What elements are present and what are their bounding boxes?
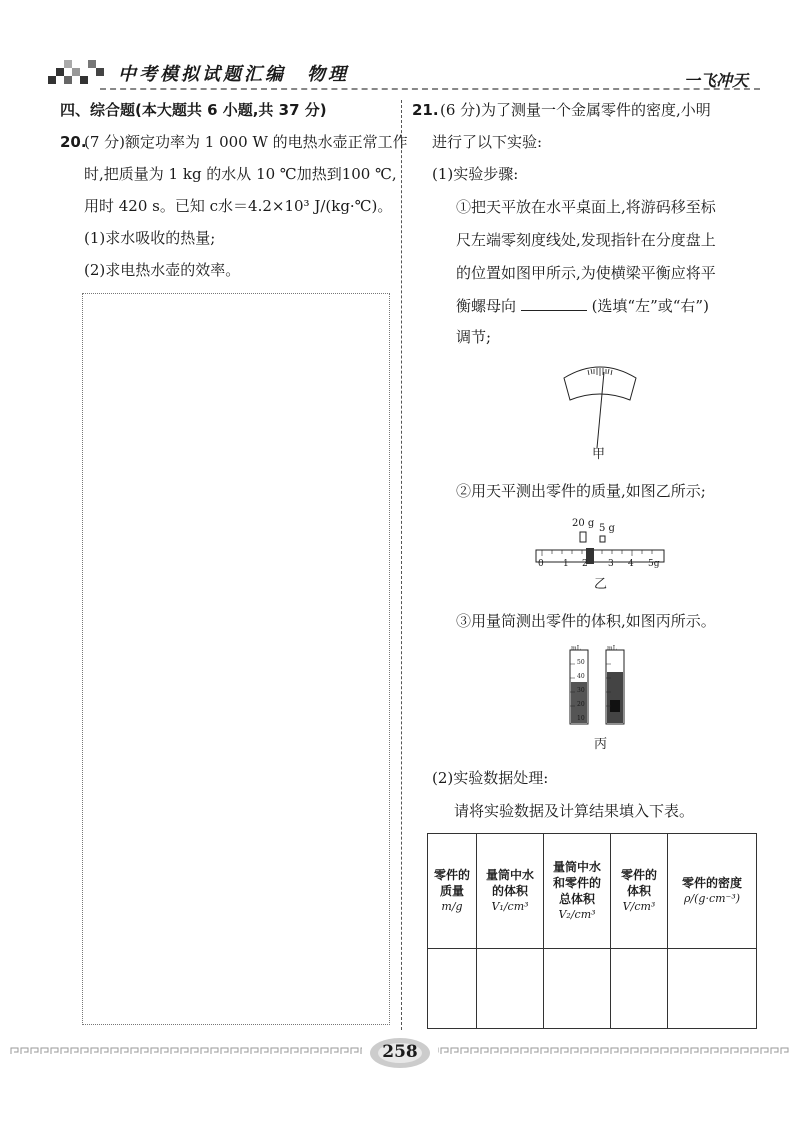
q21-process-text: 请将实验数据及计算结果填入下表。 — [454, 802, 695, 820]
cylinder-mark-30: 30 — [577, 687, 585, 694]
q20-number: 20. — [60, 133, 87, 151]
cylinder-mark-50: 50 — [577, 659, 585, 666]
table-cell-density[interactable] — [668, 949, 757, 1029]
header-logo — [48, 56, 104, 88]
q21-step1-line-3: 的位置如图甲所示,为使横梁平衡应将平 — [456, 264, 716, 282]
figure-bing-label: 丙 — [594, 737, 608, 752]
q21-intro-1: (6 分)为了测量一个金属零件的密度,小明 — [440, 101, 711, 119]
scale-tick-4: 4 — [628, 559, 634, 569]
q21-step1-line-2: 尺左端零刻度线处,发现指针在分度盘上 — [456, 231, 716, 249]
scale-tick-1: 1 — [563, 559, 569, 569]
table-header-row — [428, 834, 757, 949]
table-cell-v2[interactable] — [544, 949, 611, 1029]
q21-step2: ②用天平测出零件的质量,如图乙所示; — [456, 482, 706, 500]
cylinder-mark-10: 10 — [577, 715, 585, 722]
q20-line-3: 用时 420 s。已知 c水＝4.2×10³ J/(kg·℃)。 — [84, 197, 393, 215]
q20-sub-2: (2)求电热水壶的效率。 — [84, 261, 241, 279]
q20-sub-1: (1)求水吸收的热量; — [84, 229, 216, 247]
riding-scale-icon — [534, 530, 666, 570]
header-title: 中考模拟试题汇编 物理 — [118, 64, 349, 85]
q21-step3: ③用量筒测出零件的体积,如图丙所示。 — [456, 612, 716, 630]
weight-20g-label: 20 g — [572, 518, 595, 529]
table-header-density: 零件的密度 ρ/(g·cm⁻³) — [668, 834, 757, 949]
weight-5g-label: 5 g — [599, 523, 615, 534]
table-row[interactable] — [428, 949, 757, 1029]
q20-line-2: 时,把质量为 1 kg 的水从 10 ℃加热到100 ℃, — [84, 165, 397, 183]
q21-step1-line-4 — [456, 296, 709, 316]
q20-line-1: (7 分)额定功率为 1 000 W 的电热水壶正常工作 — [84, 133, 408, 151]
checker-logo-icon — [48, 56, 104, 88]
table-header-v2: 量筒中水 和零件的 总体积 V₂/cm³ — [544, 834, 611, 949]
scale-tick-2: 2 — [582, 559, 588, 569]
cylinder-mark-40: 40 — [577, 673, 585, 680]
table-header-mass: 零件的 质量 m/g — [428, 834, 477, 949]
table-header-v1: 量筒中水 的体积 V₁/cm³ — [477, 834, 544, 949]
q21-step1-tail-b: (选填“左”或“右”) — [591, 297, 709, 315]
q21-intro-2: 进行了以下实验: — [432, 133, 543, 151]
q21-step1-tail-a: 衡螺母向 — [456, 297, 517, 315]
q21-number: 21. — [412, 101, 439, 119]
data-table — [427, 833, 757, 1029]
column-divider — [401, 100, 402, 1030]
scale-tick-3: 3 — [608, 559, 614, 569]
q20-answer-box[interactable] — [82, 293, 390, 1025]
q21-answer-blank[interactable] — [521, 296, 587, 311]
page-number: 258 — [382, 1042, 418, 1062]
cylinder-a-unit: mL — [571, 645, 581, 652]
q21-process-heading: (2)实验数据处理: — [432, 769, 549, 787]
header-brand: 一飞冲天 — [683, 71, 748, 90]
page-number-badge — [369, 1031, 431, 1075]
q21-step1-line-1: ①把天平放在水平桌面上,将游码移至标 — [456, 198, 716, 216]
scale-tick-0: 0 — [538, 559, 544, 569]
cylinder-b-unit: mL — [607, 645, 617, 652]
q21-steps-heading: (1)实验步骤: — [432, 165, 519, 183]
section-heading: 四、综合题(本大题共 6 小题,共 37 分) — [60, 101, 327, 119]
header-divider — [100, 88, 760, 90]
table-cell-mass[interactable] — [428, 949, 477, 1029]
table-cell-volume[interactable] — [611, 949, 668, 1029]
table-cell-v1[interactable] — [477, 949, 544, 1029]
figure-jia-label: 甲 — [592, 447, 606, 462]
scale-tick-5: 5g — [648, 559, 660, 569]
table-header-volume: 零件的 体积 V/cm³ — [611, 834, 668, 949]
cylinder-mark-20: 20 — [577, 701, 585, 708]
figure-yi-label: 乙 — [594, 577, 608, 592]
q21-step1-tail-c: 调节; — [456, 328, 492, 346]
figure-yi — [534, 530, 666, 570]
